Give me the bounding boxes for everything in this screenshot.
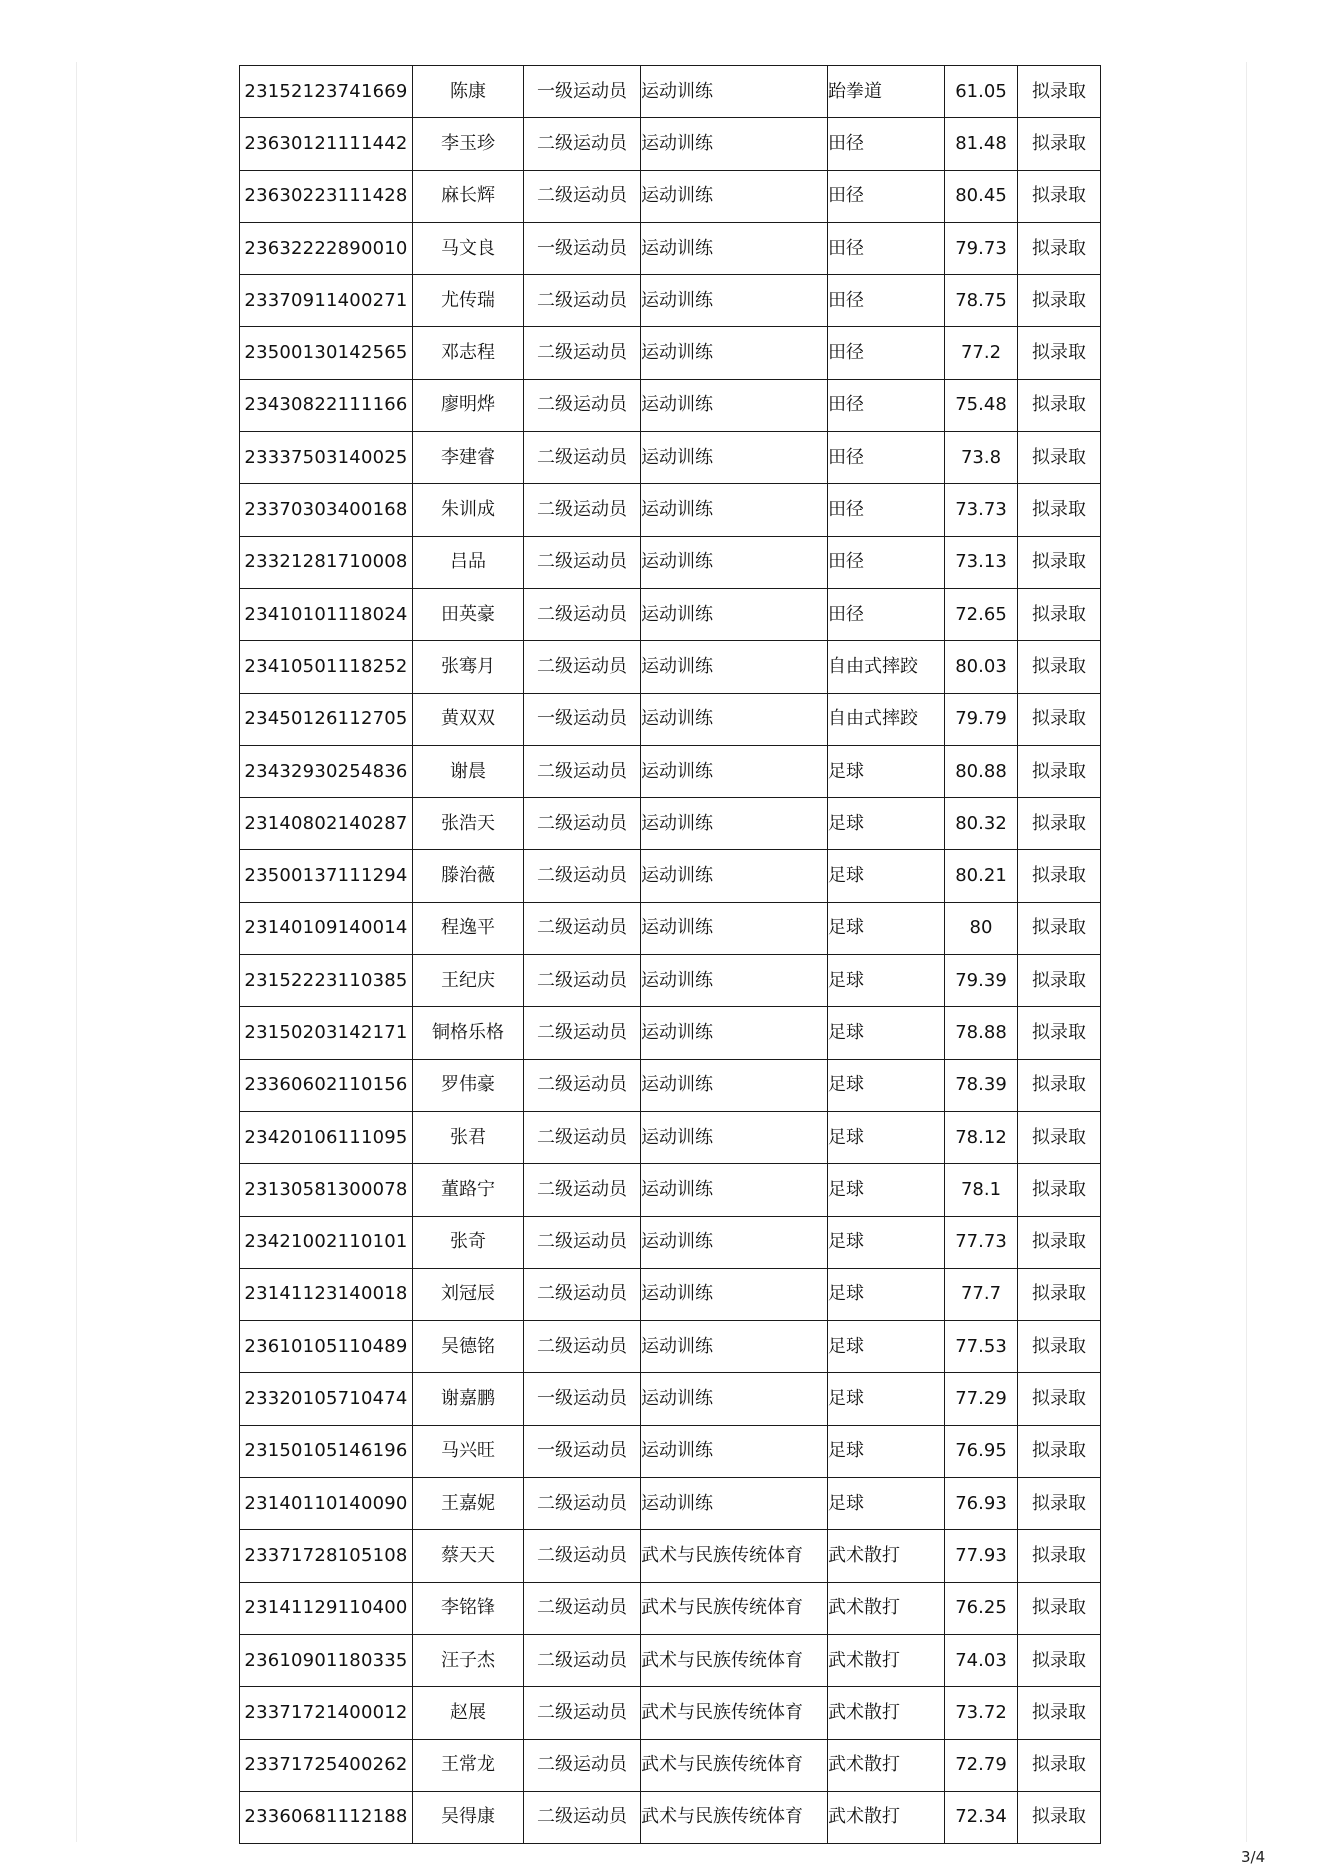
sport-event-cell: 足球 — [828, 1007, 945, 1059]
candidate-name-cell: 陈康 — [413, 66, 524, 118]
table-row — [240, 170, 1101, 222]
candidate-id-cell: 23500130142565 — [240, 327, 413, 379]
score-cell: 75.48 — [945, 379, 1018, 431]
major-cell: 运动训练 — [641, 745, 828, 797]
admission-status-cell: 拟录取 — [1018, 1059, 1101, 1111]
candidate-name-cell: 黄双双 — [413, 693, 524, 745]
table-row — [240, 1373, 1101, 1425]
table-row — [240, 641, 1101, 693]
sport-event-cell: 武术散打 — [828, 1687, 945, 1739]
table-row — [240, 1216, 1101, 1268]
candidate-name-cell: 吕品 — [413, 536, 524, 588]
admission-status-cell: 拟录取 — [1018, 641, 1101, 693]
sport-event-cell: 足球 — [828, 902, 945, 954]
candidate-name-cell: 王常龙 — [413, 1739, 524, 1791]
candidate-name-cell: 罗伟豪 — [413, 1059, 524, 1111]
page-margin-rule-left — [76, 62, 77, 1842]
candidate-name-cell: 赵展 — [413, 1687, 524, 1739]
sport-event-cell: 自由式摔跤 — [828, 641, 945, 693]
major-cell: 运动训练 — [641, 955, 828, 1007]
admission-status-cell: 拟录取 — [1018, 484, 1101, 536]
candidate-id-cell: 23632222890010 — [240, 222, 413, 274]
score-cell: 80.88 — [945, 745, 1018, 797]
athlete-level-cell: 一级运动员 — [524, 693, 641, 745]
sport-event-cell: 田径 — [828, 170, 945, 222]
athlete-level-cell: 一级运动员 — [524, 66, 641, 118]
athlete-level-cell: 二级运动员 — [524, 1634, 641, 1686]
athlete-level-cell: 二级运动员 — [524, 955, 641, 1007]
score-cell: 78.12 — [945, 1111, 1018, 1163]
table-row — [240, 484, 1101, 536]
major-cell: 运动训练 — [641, 1164, 828, 1216]
table-row — [240, 118, 1101, 170]
table-row — [240, 379, 1101, 431]
score-cell: 76.25 — [945, 1582, 1018, 1634]
candidate-name-cell: 麻长辉 — [413, 170, 524, 222]
candidate-id-cell: 23152123741669 — [240, 66, 413, 118]
candidate-name-cell: 王嘉妮 — [413, 1478, 524, 1530]
athlete-level-cell: 一级运动员 — [524, 1373, 641, 1425]
score-cell: 77.73 — [945, 1216, 1018, 1268]
athlete-level-cell: 二级运动员 — [524, 588, 641, 640]
score-cell: 73.72 — [945, 1687, 1018, 1739]
score-cell: 76.95 — [945, 1425, 1018, 1477]
candidate-name-cell: 田英豪 — [413, 588, 524, 640]
score-cell: 78.75 — [945, 275, 1018, 327]
athlete-level-cell: 二级运动员 — [524, 1791, 641, 1843]
table-row — [240, 1687, 1101, 1739]
score-cell: 73.13 — [945, 536, 1018, 588]
admission-status-cell: 拟录取 — [1018, 1582, 1101, 1634]
admission-status-cell: 拟录取 — [1018, 850, 1101, 902]
admission-status-cell: 拟录取 — [1018, 536, 1101, 588]
candidate-id-cell: 23430822111166 — [240, 379, 413, 431]
sport-event-cell: 足球 — [828, 1478, 945, 1530]
candidate-id-cell: 23141129110400 — [240, 1582, 413, 1634]
major-cell: 运动训练 — [641, 222, 828, 274]
major-cell: 运动训练 — [641, 1059, 828, 1111]
table-row — [240, 1321, 1101, 1373]
candidate-name-cell: 张奇 — [413, 1216, 524, 1268]
candidate-name-cell: 王纪庆 — [413, 955, 524, 1007]
table-row — [240, 955, 1101, 1007]
sport-event-cell: 足球 — [828, 1373, 945, 1425]
sport-event-cell: 足球 — [828, 745, 945, 797]
table-row — [240, 327, 1101, 379]
candidate-id-cell: 23370911400271 — [240, 275, 413, 327]
athlete-level-cell: 二级运动员 — [524, 1007, 641, 1059]
major-cell: 运动训练 — [641, 275, 828, 327]
admission-status-cell: 拟录取 — [1018, 1739, 1101, 1791]
candidate-name-cell: 朱训成 — [413, 484, 524, 536]
candidate-name-cell: 邓志程 — [413, 327, 524, 379]
athlete-level-cell: 二级运动员 — [524, 1059, 641, 1111]
sport-event-cell: 田径 — [828, 327, 945, 379]
sport-event-cell: 足球 — [828, 1425, 945, 1477]
score-cell: 81.48 — [945, 118, 1018, 170]
candidate-id-cell: 23500137111294 — [240, 850, 413, 902]
score-cell: 72.34 — [945, 1791, 1018, 1843]
athlete-level-cell: 二级运动员 — [524, 1582, 641, 1634]
admission-status-cell: 拟录取 — [1018, 327, 1101, 379]
admission-status-cell: 拟录取 — [1018, 118, 1101, 170]
candidate-name-cell: 蔡天天 — [413, 1530, 524, 1582]
sport-event-cell: 足球 — [828, 1164, 945, 1216]
sport-event-cell: 足球 — [828, 798, 945, 850]
sport-event-cell: 足球 — [828, 850, 945, 902]
athlete-level-cell: 一级运动员 — [524, 222, 641, 274]
candidate-id-cell: 23432930254836 — [240, 745, 413, 797]
table-row — [240, 1634, 1101, 1686]
candidate-id-cell: 23360681112188 — [240, 1791, 413, 1843]
athlete-level-cell: 二级运动员 — [524, 379, 641, 431]
candidate-name-cell: 铜格乐格 — [413, 1007, 524, 1059]
admission-status-cell: 拟录取 — [1018, 693, 1101, 745]
major-cell: 运动训练 — [641, 1373, 828, 1425]
admission-status-cell: 拟录取 — [1018, 1530, 1101, 1582]
score-cell: 72.65 — [945, 588, 1018, 640]
sport-event-cell: 足球 — [828, 1268, 945, 1320]
score-cell: 79.39 — [945, 955, 1018, 1007]
table-row — [240, 1268, 1101, 1320]
sport-event-cell: 武术散打 — [828, 1791, 945, 1843]
table-row — [240, 1530, 1101, 1582]
admission-status-cell: 拟录取 — [1018, 1216, 1101, 1268]
candidate-name-cell: 刘冠辰 — [413, 1268, 524, 1320]
major-cell: 运动训练 — [641, 588, 828, 640]
major-cell: 运动训练 — [641, 118, 828, 170]
major-cell: 武术与民族传统体育 — [641, 1582, 828, 1634]
sport-event-cell: 田径 — [828, 118, 945, 170]
admission-status-cell: 拟录取 — [1018, 1164, 1101, 1216]
candidate-name-cell: 谢嘉鹏 — [413, 1373, 524, 1425]
admission-status-cell: 拟录取 — [1018, 745, 1101, 797]
major-cell: 运动训练 — [641, 693, 828, 745]
table-row — [240, 222, 1101, 274]
athlete-level-cell: 二级运动员 — [524, 432, 641, 484]
candidate-id-cell: 23410501118252 — [240, 641, 413, 693]
table-row — [240, 1425, 1101, 1477]
major-cell: 运动训练 — [641, 536, 828, 588]
candidate-name-cell: 张浩天 — [413, 798, 524, 850]
score-cell: 78.39 — [945, 1059, 1018, 1111]
candidate-id-cell: 23360602110156 — [240, 1059, 413, 1111]
roster-table-body — [240, 66, 1101, 1844]
admission-status-cell: 拟录取 — [1018, 588, 1101, 640]
sport-event-cell: 跆拳道 — [828, 66, 945, 118]
candidate-name-cell: 张骞月 — [413, 641, 524, 693]
major-cell: 运动训练 — [641, 1321, 828, 1373]
candidate-name-cell: 张君 — [413, 1111, 524, 1163]
candidate-id-cell: 23140802140287 — [240, 798, 413, 850]
major-cell: 运动训练 — [641, 327, 828, 379]
score-cell: 73.73 — [945, 484, 1018, 536]
athlete-level-cell: 二级运动员 — [524, 1739, 641, 1791]
admission-status-cell: 拟录取 — [1018, 1007, 1101, 1059]
page-margin-rule-right — [1246, 62, 1247, 1842]
major-cell: 运动训练 — [641, 1478, 828, 1530]
candidate-name-cell: 程逸平 — [413, 902, 524, 954]
table-row — [240, 1164, 1101, 1216]
score-cell: 80.45 — [945, 170, 1018, 222]
candidate-id-cell: 23610901180335 — [240, 1634, 413, 1686]
athlete-level-cell: 二级运动员 — [524, 1164, 641, 1216]
admission-status-cell: 拟录取 — [1018, 275, 1101, 327]
admission-status-cell: 拟录取 — [1018, 1634, 1101, 1686]
candidate-id-cell: 23371721400012 — [240, 1687, 413, 1739]
score-cell: 80.21 — [945, 850, 1018, 902]
candidate-name-cell: 滕治薇 — [413, 850, 524, 902]
major-cell: 运动训练 — [641, 379, 828, 431]
candidate-name-cell: 马兴旺 — [413, 1425, 524, 1477]
candidate-name-cell: 汪子杰 — [413, 1634, 524, 1686]
candidate-id-cell: 23321281710008 — [240, 536, 413, 588]
sport-event-cell: 武术散打 — [828, 1530, 945, 1582]
candidate-id-cell: 23630121111442 — [240, 118, 413, 170]
athlete-level-cell: 二级运动员 — [524, 118, 641, 170]
table-row — [240, 798, 1101, 850]
score-cell: 80 — [945, 902, 1018, 954]
athlete-level-cell: 一级运动员 — [524, 1425, 641, 1477]
athlete-level-cell: 二级运动员 — [524, 170, 641, 222]
candidate-id-cell: 23630223111428 — [240, 170, 413, 222]
page-number: 3/4 — [1241, 1848, 1266, 1866]
score-cell: 80.03 — [945, 641, 1018, 693]
sport-event-cell: 足球 — [828, 1111, 945, 1163]
athlete-level-cell: 二级运动员 — [524, 275, 641, 327]
major-cell: 运动训练 — [641, 641, 828, 693]
sport-event-cell: 田径 — [828, 588, 945, 640]
sport-event-cell: 足球 — [828, 1321, 945, 1373]
athlete-level-cell: 二级运动员 — [524, 902, 641, 954]
sport-event-cell: 田径 — [828, 484, 945, 536]
admission-status-cell: 拟录取 — [1018, 1111, 1101, 1163]
candidate-id-cell: 23420106111095 — [240, 1111, 413, 1163]
sport-event-cell: 武术散打 — [828, 1739, 945, 1791]
candidate-id-cell: 23450126112705 — [240, 693, 413, 745]
table-row — [240, 1791, 1101, 1843]
candidate-id-cell: 23337503140025 — [240, 432, 413, 484]
major-cell: 武术与民族传统体育 — [641, 1530, 828, 1582]
major-cell: 运动训练 — [641, 1216, 828, 1268]
score-cell: 74.03 — [945, 1634, 1018, 1686]
candidate-id-cell: 23370303400168 — [240, 484, 413, 536]
candidate-name-cell: 吴得康 — [413, 1791, 524, 1843]
table-row — [240, 1478, 1101, 1530]
score-cell: 77.29 — [945, 1373, 1018, 1425]
sport-event-cell: 田径 — [828, 275, 945, 327]
sport-event-cell: 田径 — [828, 432, 945, 484]
sport-event-cell: 武术散打 — [828, 1582, 945, 1634]
admission-roster-table — [239, 65, 1101, 1844]
sport-event-cell: 武术散打 — [828, 1634, 945, 1686]
major-cell: 运动训练 — [641, 66, 828, 118]
admission-status-cell: 拟录取 — [1018, 1373, 1101, 1425]
admission-status-cell: 拟录取 — [1018, 1791, 1101, 1843]
admission-status-cell: 拟录取 — [1018, 1425, 1101, 1477]
table-row — [240, 745, 1101, 797]
table-row — [240, 1059, 1101, 1111]
major-cell: 运动训练 — [641, 432, 828, 484]
score-cell: 73.8 — [945, 432, 1018, 484]
admission-status-cell: 拟录取 — [1018, 1268, 1101, 1320]
athlete-level-cell: 二级运动员 — [524, 1268, 641, 1320]
major-cell: 运动训练 — [641, 798, 828, 850]
major-cell: 运动训练 — [641, 902, 828, 954]
sport-event-cell: 足球 — [828, 955, 945, 1007]
admission-status-cell: 拟录取 — [1018, 1687, 1101, 1739]
candidate-id-cell: 23150203142171 — [240, 1007, 413, 1059]
admission-status-cell: 拟录取 — [1018, 379, 1101, 431]
athlete-level-cell: 二级运动员 — [524, 536, 641, 588]
table-row — [240, 588, 1101, 640]
table-row — [240, 275, 1101, 327]
athlete-level-cell: 二级运动员 — [524, 1321, 641, 1373]
major-cell: 运动训练 — [641, 1425, 828, 1477]
athlete-level-cell: 二级运动员 — [524, 1216, 641, 1268]
table-row — [240, 66, 1101, 118]
candidate-name-cell: 李玉珍 — [413, 118, 524, 170]
athlete-level-cell: 二级运动员 — [524, 641, 641, 693]
score-cell: 61.05 — [945, 66, 1018, 118]
candidate-name-cell: 马文良 — [413, 222, 524, 274]
admission-status-cell: 拟录取 — [1018, 1478, 1101, 1530]
candidate-id-cell: 23610105110489 — [240, 1321, 413, 1373]
admission-status-cell: 拟录取 — [1018, 170, 1101, 222]
candidate-name-cell: 廖明烨 — [413, 379, 524, 431]
athlete-level-cell: 二级运动员 — [524, 1111, 641, 1163]
major-cell: 武术与民族传统体育 — [641, 1791, 828, 1843]
sport-event-cell: 足球 — [828, 1216, 945, 1268]
major-cell: 运动训练 — [641, 1007, 828, 1059]
major-cell: 运动训练 — [641, 850, 828, 902]
sport-event-cell: 田径 — [828, 379, 945, 431]
admission-status-cell: 拟录取 — [1018, 955, 1101, 1007]
table-row — [240, 1739, 1101, 1791]
candidate-id-cell: 23130581300078 — [240, 1164, 413, 1216]
athlete-level-cell: 二级运动员 — [524, 484, 641, 536]
admission-status-cell: 拟录取 — [1018, 798, 1101, 850]
athlete-level-cell: 二级运动员 — [524, 327, 641, 379]
candidate-id-cell: 23141123140018 — [240, 1268, 413, 1320]
table-row — [240, 432, 1101, 484]
candidate-name-cell: 董路宁 — [413, 1164, 524, 1216]
candidate-name-cell: 李铭锋 — [413, 1582, 524, 1634]
major-cell: 武术与民族传统体育 — [641, 1634, 828, 1686]
admission-status-cell: 拟录取 — [1018, 432, 1101, 484]
major-cell: 运动训练 — [641, 170, 828, 222]
score-cell: 77.2 — [945, 327, 1018, 379]
athlete-level-cell: 二级运动员 — [524, 798, 641, 850]
sport-event-cell: 自由式摔跤 — [828, 693, 945, 745]
athlete-level-cell: 二级运动员 — [524, 850, 641, 902]
score-cell: 78.88 — [945, 1007, 1018, 1059]
score-cell: 80.32 — [945, 798, 1018, 850]
candidate-id-cell: 23371725400262 — [240, 1739, 413, 1791]
table-row — [240, 1582, 1101, 1634]
candidate-id-cell: 23320105710474 — [240, 1373, 413, 1425]
candidate-name-cell: 谢晨 — [413, 745, 524, 797]
major-cell: 运动训练 — [641, 484, 828, 536]
candidate-name-cell: 李建睿 — [413, 432, 524, 484]
athlete-level-cell: 二级运动员 — [524, 745, 641, 797]
score-cell: 77.7 — [945, 1268, 1018, 1320]
candidate-id-cell: 23140109140014 — [240, 902, 413, 954]
score-cell: 78.1 — [945, 1164, 1018, 1216]
score-cell: 79.73 — [945, 222, 1018, 274]
athlete-level-cell: 二级运动员 — [524, 1478, 641, 1530]
candidate-id-cell: 23371728105108 — [240, 1530, 413, 1582]
sport-event-cell: 足球 — [828, 1059, 945, 1111]
candidate-name-cell: 尤传瑞 — [413, 275, 524, 327]
admission-status-cell: 拟录取 — [1018, 66, 1101, 118]
major-cell: 运动训练 — [641, 1268, 828, 1320]
candidate-id-cell: 23140110140090 — [240, 1478, 413, 1530]
table-row — [240, 850, 1101, 902]
major-cell: 武术与民族传统体育 — [641, 1687, 828, 1739]
sport-event-cell: 田径 — [828, 536, 945, 588]
athlete-level-cell: 二级运动员 — [524, 1530, 641, 1582]
major-cell: 运动训练 — [641, 1111, 828, 1163]
candidate-id-cell: 23152223110385 — [240, 955, 413, 1007]
score-cell: 77.93 — [945, 1530, 1018, 1582]
admission-status-cell: 拟录取 — [1018, 1321, 1101, 1373]
table-row — [240, 902, 1101, 954]
candidate-id-cell: 23421002110101 — [240, 1216, 413, 1268]
candidate-id-cell: 23410101118024 — [240, 588, 413, 640]
table-row — [240, 1007, 1101, 1059]
score-cell: 76.93 — [945, 1478, 1018, 1530]
sport-event-cell: 田径 — [828, 222, 945, 274]
score-cell: 77.53 — [945, 1321, 1018, 1373]
score-cell: 79.79 — [945, 693, 1018, 745]
table-row — [240, 1111, 1101, 1163]
candidate-id-cell: 23150105146196 — [240, 1425, 413, 1477]
table-row — [240, 536, 1101, 588]
athlete-level-cell: 二级运动员 — [524, 1687, 641, 1739]
table-row — [240, 693, 1101, 745]
admission-status-cell: 拟录取 — [1018, 902, 1101, 954]
candidate-name-cell: 吴德铭 — [413, 1321, 524, 1373]
admission-status-cell: 拟录取 — [1018, 222, 1101, 274]
score-cell: 72.79 — [945, 1739, 1018, 1791]
major-cell: 武术与民族传统体育 — [641, 1739, 828, 1791]
